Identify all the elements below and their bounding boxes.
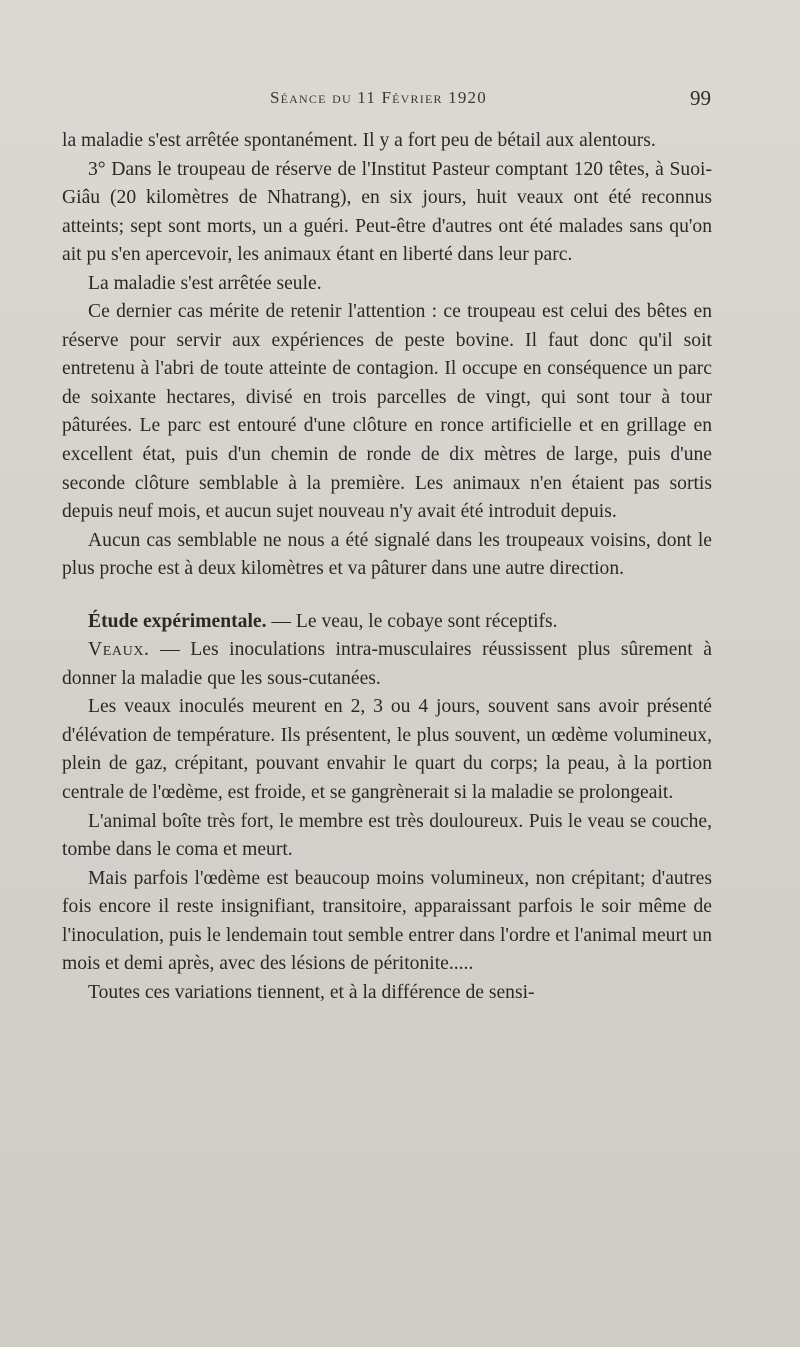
paragraph: 3° Dans le troupeau de réserve de l'Institut Pasteur comptant 120 têtes, à Suoi-Giâu (20 kilomètres de Nhatrang), en six jours, huit veaux ont été reconnus atteints; sept sont morts, un a guéri. Peut-être d'autres ont été malades sans qu'on ait pu s'en apercevoir, les animaux étant en liberté dans leur parc. xyxy=(62,158,712,266)
section-etude xyxy=(62,608,712,637)
paragraph: Ce dernier cas mérite de retenir l'attention : ce troupeau est celui des bêtes en réserve pour servir aux expériences de peste bovine. Il faut donc qu'il soit entretenu à l'abri de toute atteinte de contagion. Il occupe en conséquence un parc de soixante hectares, divisé en trois parcelles de vingt, qui sont tour à tour pâturées. Le parc est entouré d'une clôture en ronce artificielle et en grillage en excellent état, puis d'un chemin de ronde de dix mètres de large, puis d'une seconde clôture semblable à la première. Les animaux n'en étaient pas sortis depuis neuf mois, et aucun sujet nouveau n'y avait été introduit depuis. xyxy=(62,301,712,523)
paragraph: Les veaux inoculés meurent en 2, 3 ou 4 jours, souvent sans avoir présenté d'élévation de température. Ils présentent, le plus souvent, un œdème volumineux, plein de gaz, crépitant, pouvant envahir le quart du corps; la peau, à la portion centrale de l'œdème, est froide, et se gangrènerait si la maladie se prolongeait. xyxy=(62,696,712,804)
section-gap xyxy=(62,584,712,608)
running-head: Séance du 11 Février 1920 xyxy=(270,88,487,107)
section-veaux xyxy=(62,636,712,693)
section-text: — Le veau, le cobaye sont réceptifs. xyxy=(266,610,558,632)
page-number: 99 xyxy=(690,86,711,110)
page-header xyxy=(0,88,800,118)
paragraph: Toutes ces variations tiennent, et à la différence de sensi- xyxy=(88,981,535,1003)
subsection-text: — Les inoculations intra-musculaires réussissent plus sûrement à donner la maladie que les sous-cutanées. xyxy=(62,639,712,689)
section-heading: Étude expérimentale. xyxy=(88,610,267,632)
paragraph: La maladie s'est arrêtée seule. xyxy=(88,272,322,294)
paragraph: Aucun cas semblable ne nous a été signalé dans les troupeaux voisins, dont le plus proche est à deux kilomètres et va pâturer dans une autre direction. xyxy=(62,529,712,580)
paragraph: la maladie s'est arrêtée spontanément. Il y a fort peu de bétail aux alentours. xyxy=(62,130,656,151)
subsection-heading: Veaux. xyxy=(88,639,150,661)
body-text xyxy=(62,127,712,1007)
paragraph: Mais parfois l'œdème est beaucoup moins volumineux, non crépitant; d'autres fois encore il reste insignifiant, transitoire, apparaissant parfois le soir même de l'inoculation, puis le lendemain tout semble entrer dans l'ordre et l'animal meurt un mois et demi après, avec des lésions de péritonite..... xyxy=(62,867,712,975)
paragraph: L'animal boîte très fort, le membre est très douloureux. Puis le veau se couche, tombe dans le coma et meurt. xyxy=(62,810,712,861)
